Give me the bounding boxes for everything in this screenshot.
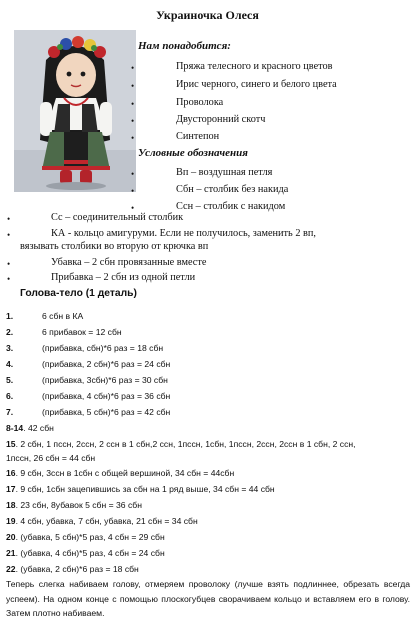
materials-heading: Нам понадобится:: [138, 40, 231, 52]
row-number: 7.: [6, 407, 14, 417]
bullet: •: [7, 259, 11, 269]
row-line: 16. 9 сбн, 3ссн в 1сбн с общей вершиной, 34 сбн = 44сбн: [6, 468, 235, 478]
row-line: 8-14. 42 сбн: [6, 423, 54, 433]
row-line: 19. 4 сбн, убавка, 7 сбн, убавка, 21 сбн = 34 сбн: [6, 516, 198, 526]
bullet: •: [131, 169, 135, 179]
material-item: Ирис черного, синего и белого цвета: [176, 79, 337, 90]
bullet: •: [131, 99, 135, 109]
bullet: •: [7, 230, 11, 240]
row-text: (прибавка, сбн)*6 раз = 18 сбн: [42, 343, 164, 353]
bullet: •: [7, 274, 11, 284]
bullet: •: [7, 214, 11, 224]
row-number: 3.: [6, 343, 14, 353]
doll-illustration: [14, 30, 136, 192]
row-line: 20. (убавка, 5 сбн)*5 раз, 4 сбн = 29 сбн: [6, 532, 165, 542]
instructions-paragraph: Теперь слегка набиваем голову, отмеряем проволоку (лучше взять подлиннее, обрезать всегда успеем). На одном конце с помощью плоскогубцев сворачиваем кольцо и вставляем его в голову. Затем плотно набиваем.: [6, 579, 410, 618]
bullet: •: [131, 133, 135, 143]
row-line: 21. (убавка, 4 сбн)*5 раз, 4 сбн = 24 сбн: [6, 548, 165, 558]
row-number: 5.: [6, 375, 14, 385]
row-text: (прибавка, 3сбн)*6 раз = 30 сбн: [42, 375, 168, 385]
page-title: Украиночка Олеся: [156, 8, 259, 22]
bullet: •: [131, 63, 135, 73]
row-line: 22. (убавка, 2 сбн)*6 раз = 18 сбн: [6, 564, 139, 574]
bullet: •: [131, 116, 135, 126]
row-text: (прибавка, 4 сбн)*6 раз = 36 сбн: [42, 391, 171, 401]
legend-heading: Условные обозначения: [138, 147, 248, 159]
row-line: 1пссн, 26 сбн = 44 сбн: [6, 453, 96, 463]
bullet: •: [131, 186, 135, 196]
legend-item: Сс – соединительный столбик: [51, 212, 184, 223]
row-number: 4.: [6, 359, 14, 369]
row-text: (прибавка, 5 сбн)*6 раз = 42 сбн: [42, 407, 171, 417]
section-title: Голова-тело (1 деталь): [20, 288, 137, 299]
material-item: Двусторонний скотч: [176, 114, 266, 125]
legend-item: Прибавка – 2 сбн из одной петли: [51, 272, 196, 283]
row-number: 1.: [6, 311, 14, 321]
legend-item: Убавка – 2 сбн провязанные вместе: [51, 257, 207, 268]
row-text: 6 сбн в КА: [42, 311, 84, 321]
bullet: •: [131, 81, 135, 91]
row-line: 15. 2 сбн, 1 пссн, 2ссн, 2 ссн в 1 сбн,2 ссн, 1пссн, 1сбн, 1пссн, 2ссн, 2ссн в 1 сбн, 2 ссн,: [6, 439, 356, 449]
bullet: •: [131, 203, 135, 213]
legend-item: вязывать столбики во вторую от крючка вп: [20, 241, 209, 252]
legend-item: Сбн – столбик без накида: [176, 184, 289, 195]
row-text: (прибавка, 2 сбн)*6 раз = 24 сбн: [42, 359, 171, 369]
legend-item: КА - кольцо амигуруми. Если не получилось, заменить 2 вп,: [51, 228, 316, 239]
row-text: 6 прибавок = 12 сбн: [42, 327, 122, 337]
row-number: 2.: [6, 327, 14, 337]
material-item: Проволока: [176, 97, 224, 108]
row-line: 18. 23 сбн, 8убавок 5 сбн = 36 сбн: [6, 500, 142, 510]
row-number: 6.: [6, 391, 14, 401]
doll-photo: [14, 30, 136, 192]
material-item: Пряжа телесного и красного цветов: [176, 61, 333, 72]
row-line: 17. 9 сбн, 1сбн зацепившись за сбн на 1 ряд выше, 34 сбн = 44 сбн: [6, 484, 275, 494]
material-item: Синтепон: [176, 131, 220, 142]
legend-item: Ссн – столбик с накидом: [176, 201, 286, 212]
legend-item: Вп – воздушная петля: [176, 167, 273, 178]
